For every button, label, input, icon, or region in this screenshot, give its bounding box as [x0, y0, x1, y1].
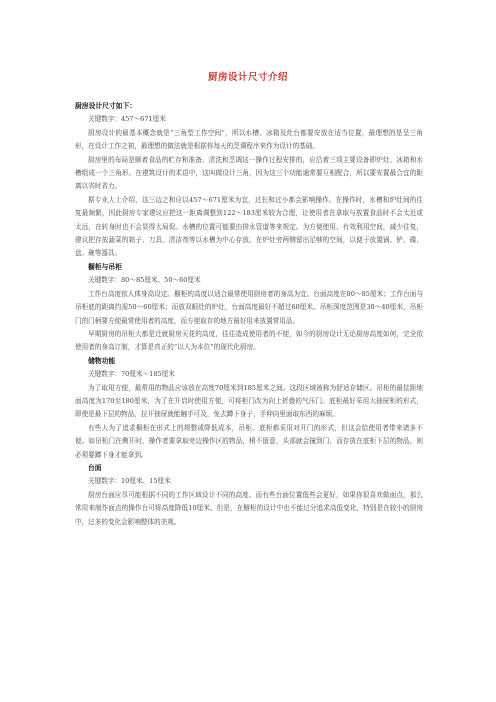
- paragraph: 关键数字：80～85厘米、50～60厘米: [88, 276, 201, 285]
- paragraph: 关键数字：70厘米～185厘米: [88, 370, 175, 379]
- paragraph: 厨房台面应尽可能根据不同的工作区域设计不同的高度。而有些台面位置低些会更好，如果你很喜欢做面点，那么常用来制作面点的操作台可将高度降低10厘米。但是，在橱柜的设计中也不能过分追求高低变化，特别是在较小的厨房中，过多的变化会影响整体的美观。: [75, 490, 423, 526]
- section-heading: 储物功能: [88, 356, 116, 365]
- main-heading: 厨房设计尺寸如下：: [75, 102, 137, 110]
- paragraph: 为了取用方便，最常用的物品应该放在高度70厘米到185厘米之间。这段区域被称为舒适存储区。吊柜的最佳距地面高度为170至180厘米，为了在开启时使用方便，可将柜门改为向上折叠的气压门。底柜最好采用大抽屉柜的形式，即使是最下层的物品，拉开抽屉就能触手可及，免去蹲下身子，手伸向里面取东西的麻烦。: [75, 383, 423, 419]
- paragraph: 关键数字：10厘米、15厘米: [88, 477, 171, 486]
- document-title: 厨房设计尺寸介绍: [207, 72, 288, 83]
- paragraph: 有些人为了追求橱柜在形式上的规整或降低成本，吊柜、底柜都采用对开门的形式，但这会给使用者带来诸多不便。如吊柜门在侧开时，操作者要拿取旁边操作区的物品，稍不留意，头部就会撞到门，而存放在底柜下层的物品，则必须要蹲下身才能拿到。: [75, 423, 423, 459]
- paragraph: 工作台高度依人体身高设定。橱柜的高度以适合最常使用厨房者的身高为宜。台面高度在80～85厘米；工作台面与吊柜底的距离约需50～60厘米；而放双眼灶的炉灶，台面高度最好不超过60厘米。吊柜深度范围是30～40厘米，吊柜门的门柄要方便最常使用者的高度，而方便取存的地方最好用来放置常用品。: [75, 289, 423, 325]
- paragraph: 关键数字：457～671厘米: [88, 115, 166, 124]
- paragraph: 厨房设计的最基本概念就是“三角型工作空间”，所以水槽、冰箱及灶台都要安放在适当位置，最理想的是呈三角形，在设计工作之初，最理想的做法就是根据你每天的烹调程序来作为设计的基础。: [75, 128, 423, 151]
- paragraph: 据专业人士介绍，这三边之和应以457～671厘米为宜，过长和过小都会影响操作。在操作时，水槽和炉灶间的往复最频繁，因此厨房专家建议应把这一距离调整到122～183厘米较为合理，让使用者在拿取与放置食品时不会太近或太远，在转身时也不会显得太局促。水槽的位置可能要由排水管道等来规定。为方便使用、有效利用空间，减少往复，建议把存放蔬菜的箱子、刀具、清洁剂等以水槽为中心存放。在炉灶旁两侧留出足够的空间，以便于放置锅、铲、碟、盘、碗等器具。: [75, 195, 423, 258]
- document-body: [75, 100, 423, 529]
- paragraph: 早期厨房的吊柜大都是迁就厨房天花的高度，往往造成使用者的不便，如今的厨房设计无论厨房高度如何，完全依使用者的身高订制，才算是真正的“以人为本位”的现代化厨房。: [75, 329, 423, 352]
- paragraph: 厨房里的布局是顺着食品的贮存和准备、清洗和烹调这一操作过程安排的，应沿着三项主要设备即炉灶、冰箱和水槽组成一个三角形。在建筑设计的术语中，这叫做设计三角，因为这三个功能通常要互相配合，所以要安置最合宜的距离以省时省力。: [75, 155, 423, 191]
- section-heading: 橱柜与吊柜: [88, 262, 122, 271]
- section-heading: 台面: [88, 463, 102, 472]
